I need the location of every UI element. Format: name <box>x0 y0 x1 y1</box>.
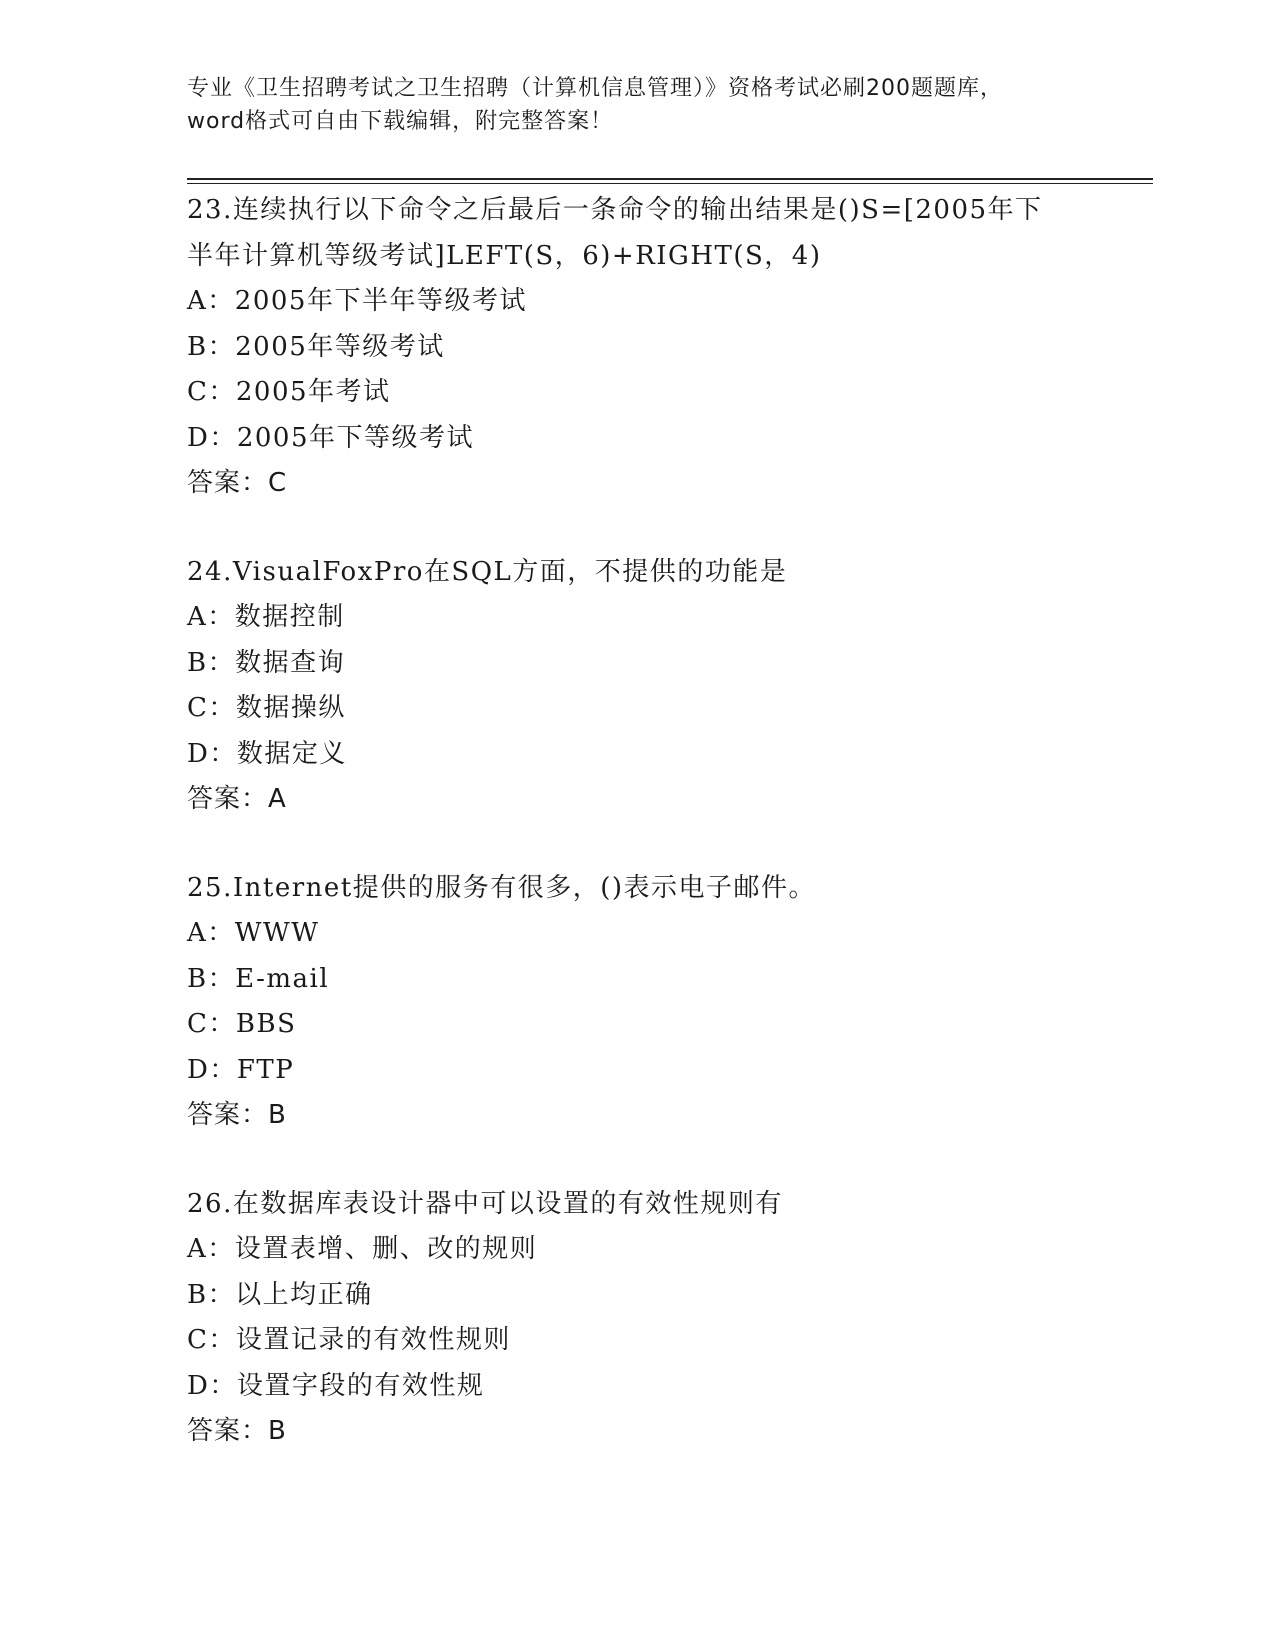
option-a: A：数据控制 <box>187 602 345 632</box>
option-d: D：FTP <box>187 1054 295 1085</box>
question-stem: 26.在数据库表设计器中可以设置的有效性规则有 <box>187 1188 783 1219</box>
document-header <box>187 72 1087 138</box>
option-c: C：数据操纵 <box>187 693 346 723</box>
header-rule-thin <box>187 183 1153 184</box>
option-a: A：WWW <box>187 918 320 948</box>
question-23 <box>187 188 1147 507</box>
question-spacer <box>187 823 1147 866</box>
option-c: C：设置记录的有效性规则 <box>187 1325 511 1355</box>
question-24 <box>187 550 1147 823</box>
question-stem: 25.Internet提供的服务有很多，()表示电子邮件。 <box>187 872 816 903</box>
option-a: A：2005年下半年等级考试 <box>187 286 527 316</box>
header-line-1: 专业《卫生招聘考试之卫生招聘（计算机信息管理）》资格考试必刷200题题库， <box>187 76 1003 101</box>
question-spacer <box>187 507 1147 550</box>
header-line-2: word格式可自由下载编辑，附完整答案！ <box>187 109 614 134</box>
option-c: C：BBS <box>187 1009 297 1039</box>
option-b: B：2005年等级考试 <box>187 331 445 362</box>
option-c: C：2005年考试 <box>187 377 391 407</box>
option-b: B：数据查询 <box>187 647 346 678</box>
option-b: B：以上均正确 <box>187 1279 373 1310</box>
question-stem: 24.VisualFoxPro在SQL方面，不提供的功能是 <box>187 556 788 587</box>
option-d: D：2005年下等级考试 <box>187 422 475 453</box>
answer-line: 答案：C <box>187 468 288 498</box>
option-b: B：E-mail <box>187 963 330 994</box>
question-stem-continued: 半年计算机等级考试]LEFT(S，6)+RIGHT(S，4) <box>187 240 822 271</box>
question-spacer <box>187 1139 1147 1182</box>
answer-line: 答案：B <box>187 1416 287 1446</box>
question-list <box>187 188 1147 1455</box>
answer-line: 答案：A <box>187 784 287 814</box>
option-d: D：设置字段的有效性规 <box>187 1370 485 1401</box>
option-a: A：设置表增、删、改的规则 <box>187 1234 538 1264</box>
option-d: D：数据定义 <box>187 738 347 769</box>
answer-line: 答案：B <box>187 1100 287 1130</box>
question-26 <box>187 1182 1147 1455</box>
header-rule-thick <box>187 178 1153 180</box>
question-stem: 23.连续执行以下命令之后最后一条命令的输出结果是()S=[2005年下 <box>187 195 1043 225</box>
question-25 <box>187 866 1147 1139</box>
